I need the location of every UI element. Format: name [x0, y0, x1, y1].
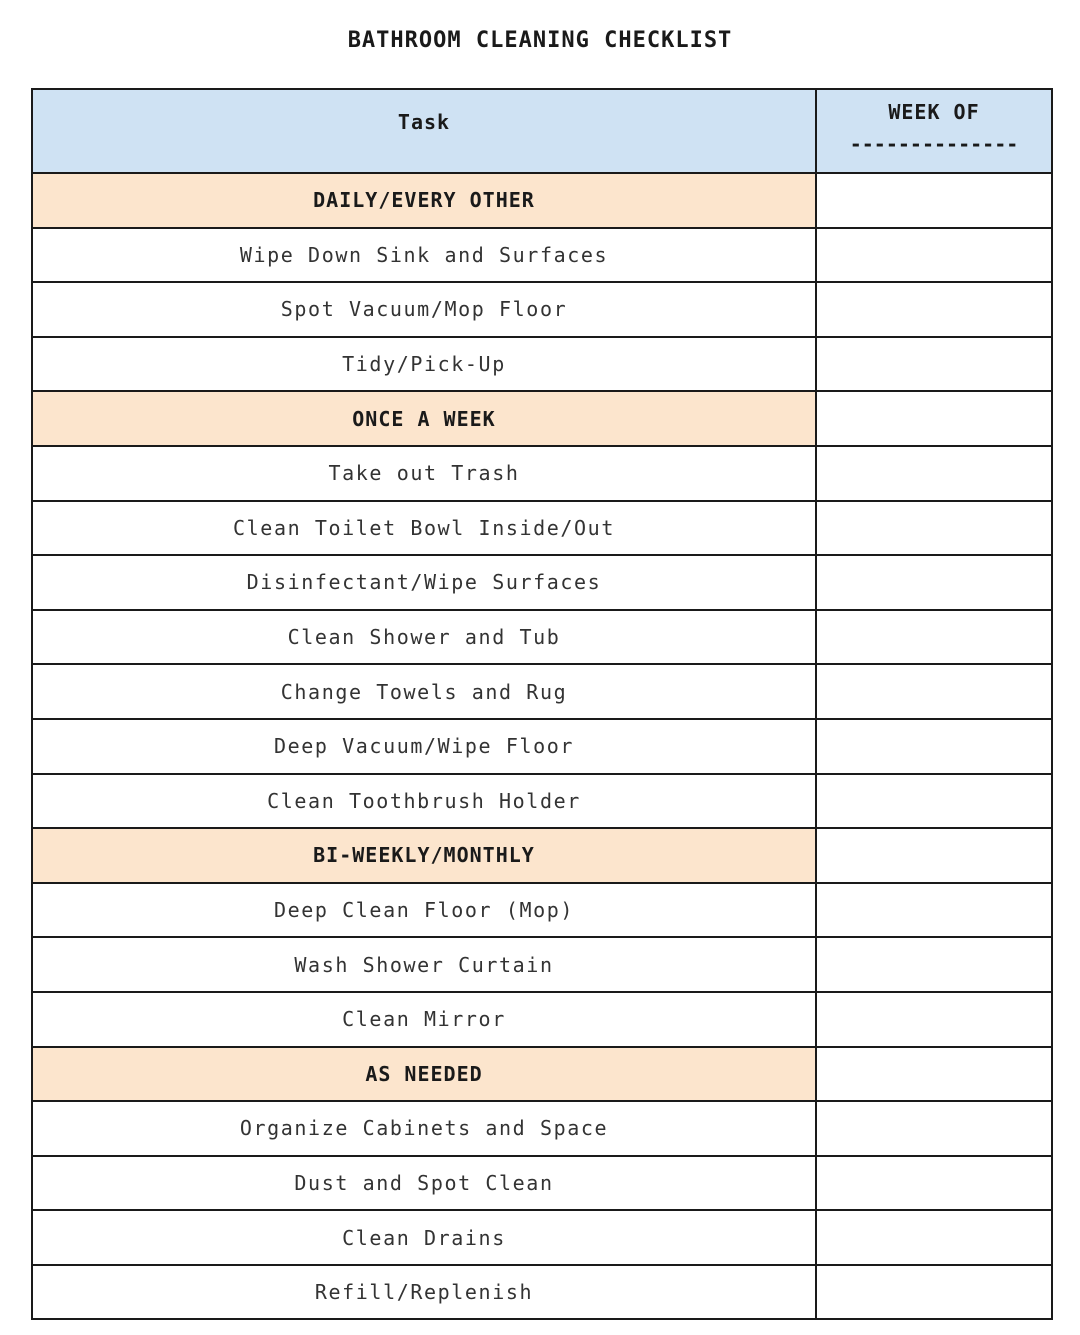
task-row: [32, 719, 1052, 774]
week-check-cell[interactable]: [816, 883, 1052, 938]
task-row: [32, 992, 1052, 1047]
task-row: [32, 664, 1052, 719]
week-of-column-header: [816, 89, 1052, 173]
week-check-cell[interactable]: [816, 1156, 1052, 1211]
task-label: Deep Vacuum/Wipe Floor: [32, 719, 816, 774]
task-label: Spot Vacuum/Mop Floor: [32, 282, 816, 337]
task-label: Wipe Down Sink and Surfaces: [32, 228, 816, 283]
week-of-header-label: WEEK OF: [888, 100, 980, 124]
week-check-cell[interactable]: [816, 555, 1052, 610]
task-header-label: Task: [397, 110, 451, 134]
task-row: [32, 1156, 1052, 1211]
task-row: [32, 610, 1052, 665]
task-label: Clean Mirror: [32, 992, 816, 1047]
week-check-cell[interactable]: [816, 1265, 1052, 1320]
task-label: Clean Shower and Tub: [32, 610, 816, 665]
week-check-cell[interactable]: [816, 774, 1052, 829]
week-check-cell[interactable]: [816, 501, 1052, 556]
week-check-cell[interactable]: [816, 446, 1052, 501]
task-label: Clean Toothbrush Holder: [32, 774, 816, 829]
task-row: [32, 774, 1052, 829]
task-label: Disinfectant/Wipe Surfaces: [32, 555, 816, 610]
task-row: [32, 1101, 1052, 1156]
task-row: [32, 1210, 1052, 1265]
task-label: Refill/Replenish: [32, 1265, 816, 1320]
task-label: Wash Shower Curtain: [32, 937, 816, 992]
task-label: Organize Cabinets and Space: [32, 1101, 816, 1156]
checklist-body: [32, 173, 1052, 1319]
task-row: [32, 555, 1052, 610]
checklist-table: [31, 88, 1053, 1320]
week-of-date-blank[interactable]: --------------: [849, 132, 1019, 156]
task-row: [32, 883, 1052, 938]
task-label: Deep Clean Floor (Mop): [32, 883, 816, 938]
task-label: Dust and Spot Clean: [32, 1156, 816, 1211]
week-check-cell[interactable]: [816, 391, 1052, 446]
week-check-cell[interactable]: [816, 992, 1052, 1047]
task-label: Change Towels and Rug: [32, 664, 816, 719]
week-check-cell[interactable]: [816, 337, 1052, 392]
task-label: Clean Drains: [32, 1210, 816, 1265]
week-check-cell[interactable]: [816, 173, 1052, 228]
week-check-cell[interactable]: [816, 228, 1052, 283]
task-row: [32, 228, 1052, 283]
week-check-cell[interactable]: [816, 1047, 1052, 1102]
section-label: BI-WEEKLY/MONTHLY: [32, 828, 816, 883]
task-row: [32, 501, 1052, 556]
table-header-row: [32, 89, 1052, 173]
week-check-cell[interactable]: [816, 282, 1052, 337]
task-row: [32, 337, 1052, 392]
section-header-row: [32, 391, 1052, 446]
task-label: Clean Toilet Bowl Inside/Out: [32, 501, 816, 556]
section-label: DAILY/EVERY OTHER: [32, 173, 816, 228]
week-check-cell[interactable]: [816, 1101, 1052, 1156]
week-check-cell[interactable]: [816, 719, 1052, 774]
page-title: BATHROOM CLEANING CHECKLIST: [347, 28, 733, 53]
task-label: Take out Trash: [32, 446, 816, 501]
section-header-row: [32, 828, 1052, 883]
week-check-cell[interactable]: [816, 664, 1052, 719]
week-check-cell[interactable]: [816, 1210, 1052, 1265]
task-row: [32, 282, 1052, 337]
week-check-cell[interactable]: [816, 828, 1052, 883]
task-row: [32, 446, 1052, 501]
task-row: [32, 937, 1052, 992]
section-header-row: [32, 1047, 1052, 1102]
week-check-cell[interactable]: [816, 937, 1052, 992]
section-header-row: [32, 173, 1052, 228]
week-check-cell[interactable]: [816, 610, 1052, 665]
section-label: ONCE A WEEK: [32, 391, 816, 446]
task-column-header: [32, 89, 816, 173]
task-label: Tidy/Pick-Up: [32, 337, 816, 392]
task-row: [32, 1265, 1052, 1320]
section-label: AS NEEDED: [32, 1047, 816, 1102]
